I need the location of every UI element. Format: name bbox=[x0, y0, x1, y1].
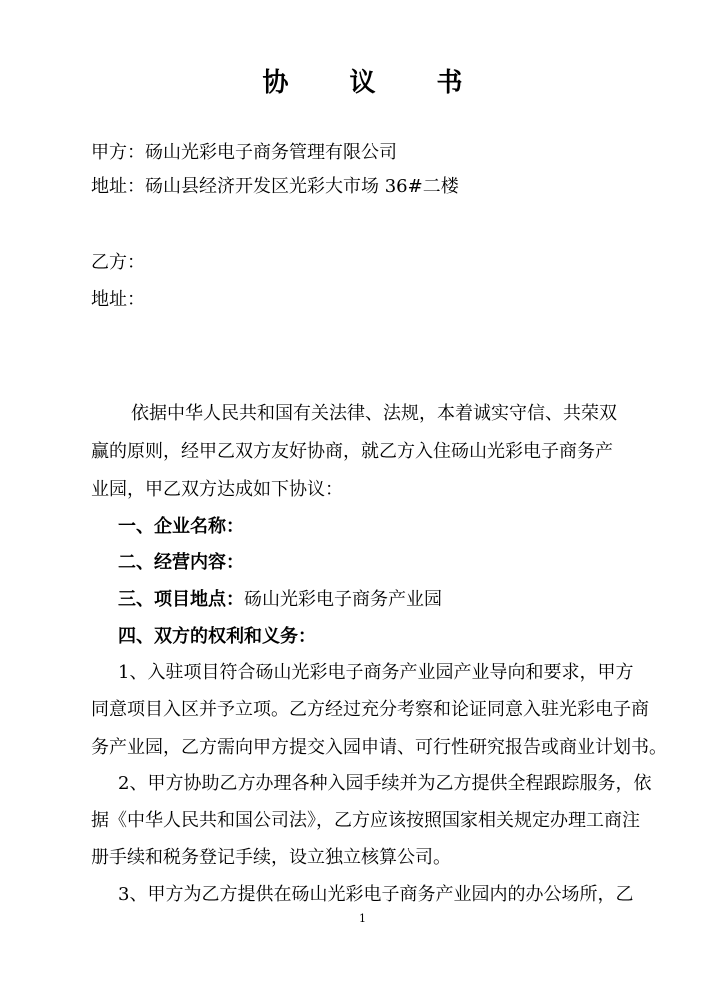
clause-2-line: 册手续和税务登记手续，设立独立核算公司。 bbox=[91, 847, 451, 868]
section-rights-obligations: 四、双方的权利和义务： bbox=[118, 626, 316, 647]
party-a-line bbox=[91, 144, 397, 162]
preamble-line: 赢的原则，经甲乙双方友好协商，就乙方入住砀山光彩电子商务产 bbox=[91, 441, 613, 462]
party-a-name: 砀山光彩电子商务管理有限公司 bbox=[145, 142, 397, 163]
preamble-line: 依据中华人民共和国有关法律、法规，本着诚实守信、共荣双 bbox=[131, 403, 617, 424]
clause-1-line: 1、入驻项目符合砀山光彩电子商务产业园产业导向和要求，甲方 bbox=[118, 662, 634, 683]
section-project-location-label: 三、项目地点： bbox=[118, 589, 244, 610]
party-a-label: 甲方： bbox=[91, 142, 145, 163]
section-business-content: 二、经营内容： bbox=[118, 552, 244, 573]
section-company-name: 一、企业名称： bbox=[118, 516, 244, 537]
party-a-address-line bbox=[91, 178, 459, 196]
party-a-address: 砀山县经济开发区光彩大市场 36#二楼 bbox=[145, 176, 459, 197]
section-project-location-value: 砀山光彩电子商务产业园 bbox=[244, 589, 442, 610]
clause-2-line: 据《中华人民共和国公司法》，乙方应该按照国家相关规定办理工商注 bbox=[91, 810, 640, 831]
page-title: 协 议 书 bbox=[262, 68, 489, 98]
party-b-line bbox=[91, 254, 145, 272]
clause-1-line: 同意项目入区并予立项。乙方经过充分考察和论证同意入驻光彩电子商 bbox=[91, 699, 649, 720]
preamble-line: 业园，甲乙双方达成如下协议： bbox=[91, 479, 343, 500]
clause-1-line: 务产业园，乙方需向甲方提交入园申请、可行性研究报告或商业计划书。 bbox=[91, 737, 667, 758]
clause-2-line: 2、甲方协助乙方办理各种入园手续并为乙方提供全程跟踪服务，依 bbox=[118, 773, 652, 794]
page-number: 1 bbox=[359, 912, 366, 925]
section-project-location bbox=[118, 591, 442, 609]
clause-3-line: 3、甲方为乙方提供在砀山光彩电子商务产业园内的办公场所，乙 bbox=[118, 884, 634, 905]
party-b-address-line bbox=[91, 291, 145, 309]
party-b-label: 乙方： bbox=[91, 252, 145, 273]
party-a-address-label: 地址： bbox=[91, 176, 145, 197]
party-b-address-label: 地址： bbox=[91, 289, 145, 310]
